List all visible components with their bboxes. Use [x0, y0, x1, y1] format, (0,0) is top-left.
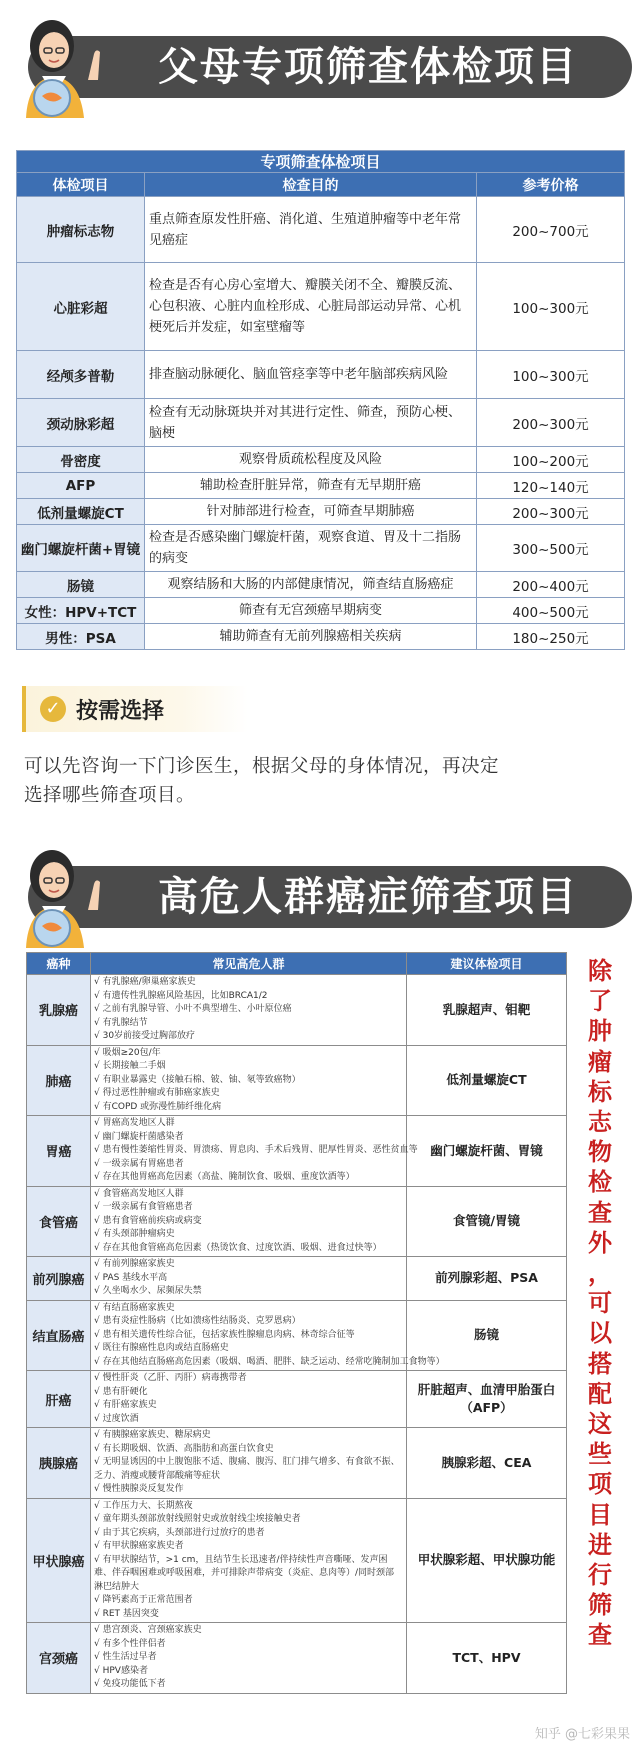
risk-group-item: √ 存在其他胃癌高危因素（高盐、腌制饮食、吸烟、重度饮酒等）: [94, 1172, 355, 1182]
item-purpose: 排查脑动脉硬化、脑血管痉挛等中老年脑部疾病风险: [145, 351, 477, 399]
table-row: [27, 1186, 567, 1257]
table-row: [27, 1623, 567, 1694]
side-note-char: 这: [588, 1410, 612, 1439]
item-price: 200~400元: [477, 572, 625, 598]
banner-high-risk-screening: [8, 852, 632, 936]
risk-group-item: √ 胃癌高发地区人群: [94, 1118, 175, 1128]
side-note-char: 搭: [588, 1349, 612, 1378]
cancer-name: 肺癌: [27, 1045, 91, 1116]
advice-line: 可以先咨询一下门诊医生，根据父母的身体情况，再决定: [24, 756, 500, 777]
side-note-char: 行: [588, 1561, 612, 1590]
item-price: 200~300元: [477, 499, 625, 525]
risk-group-item: √ 无明显诱因的中上腹饱胀不适、腹痛、腹泻、肛门排气增多、有食欲不振、乏力、消瘦或腰背部酸痛等症状: [94, 1457, 400, 1481]
cancer-name: 宫颈癌: [27, 1623, 91, 1694]
risk-group-item: √ 有头颈部肿瘤病史: [94, 1229, 175, 1239]
risk-groups: [91, 1428, 407, 1499]
risk-group-item: √ 患有慢性萎缩性胃炎、胃溃疡、胃息肉、手术后残胃、肥厚性胃炎、恶性贫血等: [94, 1145, 418, 1155]
risk-group-item: √ 降钙素高于正常范围者: [94, 1595, 193, 1605]
risk-groups: [91, 1116, 418, 1187]
risk-group-item: √ 患宫颈炎、宫颈癌家族史: [94, 1625, 202, 1635]
need-selection-title: 按需选择: [76, 699, 165, 724]
item-name: 幽门螺旋杆菌+胃镜: [17, 525, 145, 572]
item-price: 100~200元: [477, 447, 625, 473]
risk-group-item: √ 慢性肝炎（乙肝、丙肝）病毒携带者: [94, 1373, 247, 1383]
table-row: [17, 263, 625, 351]
risk-group-item: √ 30岁前接受过胸部放疗: [94, 1031, 196, 1041]
risk-group-item: √ 一级亲属有胃癌患者: [94, 1158, 184, 1169]
table-caption: 专项筛查体检项目: [17, 151, 625, 173]
side-note-char: 进: [588, 1530, 612, 1559]
cancer-name: 食管癌: [27, 1186, 91, 1257]
risk-group-item: √ 慢性胰腺炎反复发作: [94, 1484, 184, 1494]
risk-group-item: √ 有长期吸烟、饮酒、高脂肪和高蛋白饮食史: [94, 1443, 274, 1454]
side-note-char: 查: [588, 1198, 612, 1227]
risk-groups: [91, 1300, 445, 1371]
risk-group-item: √ 久坐喝水少、尿频尿失禁: [94, 1286, 202, 1296]
banner-pill: [28, 866, 632, 928]
risk-group-item: √ 存在其他食管癌高危因素（热烫饮食、过度饮酒、吸烟、进食过快等）: [94, 1242, 382, 1253]
item-price: 300~500元: [477, 525, 625, 572]
side-note-char: 检: [588, 1168, 612, 1197]
recommended-exam: 胰腺彩超、CEA: [407, 1428, 567, 1499]
doctor-illustration-icon: [8, 10, 112, 120]
item-purpose: 检查是否有心房心室增大、瓣膜关闭不全、瓣膜反流、心包积液、心脏内血栓形成、心脏局部运动异常、心机梗死后并发症，如室壁瘤等: [145, 263, 477, 351]
item-name: 低剂量螺旋CT: [17, 499, 145, 525]
risk-group-item: √ 过度饮酒: [94, 1413, 139, 1424]
column-header-item: 体检项目: [17, 173, 145, 197]
risk-group-item: √ 既往有腺癌性息肉或结直肠癌史: [94, 1343, 229, 1353]
column-header-exam: 建议体检项目: [407, 953, 567, 975]
risk-group-item: √ 吸烟≥20包/年: [94, 1047, 161, 1058]
risk-group-item: √ 患有食管癌前疾病或病变: [94, 1215, 202, 1226]
risk-group-item: √ 由于其它疾病，头颈部进行过放疗的患者: [94, 1527, 265, 1538]
recommended-exam: 甲状腺彩超、甲状腺功能: [407, 1498, 567, 1623]
item-purpose: 筛查有无宫颈癌早期病变: [145, 598, 477, 624]
risk-group-item: √ 食管癌高发地区人群: [94, 1188, 184, 1199]
risk-groups: [91, 1498, 407, 1623]
risk-groups: [91, 1045, 407, 1116]
advice-text: [24, 752, 624, 810]
side-note-char: 项: [588, 1470, 612, 1499]
item-purpose: 针对肺部进行检查，可筛查早期肺癌: [145, 499, 477, 525]
column-header-purpose: 检查目的: [145, 173, 477, 197]
risk-groups: [91, 1186, 407, 1257]
column-header-price: 参考价格: [477, 173, 625, 197]
table-row: [27, 1045, 567, 1116]
risk-group-item: √ 免疫功能低下者: [94, 1679, 166, 1689]
risk-group-item: √ 患有相关遗传性综合征，包括家族性腺瘤息肉病、林奇综合征等: [94, 1329, 355, 1340]
table-row: [17, 572, 625, 598]
table-row: [27, 1428, 567, 1499]
item-name: 颈动脉彩超: [17, 399, 145, 447]
table-row: [27, 1116, 567, 1187]
table-row: [27, 1300, 567, 1371]
risk-group-item: √ 有前列腺癌家族史: [94, 1259, 175, 1269]
item-name: 女性：HPV+TCT: [17, 598, 145, 624]
recommended-exam: 乳腺超声、钼靶: [407, 975, 567, 1046]
risk-group-item: √ 有乳腺结节: [94, 1017, 148, 1028]
risk-group-item: √ 有COPD 或弥漫性肺纤维化病: [94, 1101, 222, 1112]
banner-title: 高危人群癌症筛查项目: [158, 874, 578, 920]
risk-group-item: √ 有胰腺癌家族史、糖尿病史: [94, 1430, 211, 1440]
table-row: [17, 473, 625, 499]
item-name: AFP: [17, 473, 145, 499]
table-row: [17, 197, 625, 263]
risk-group-item: √ RET 基因突变: [94, 1608, 159, 1619]
table-row: [27, 975, 567, 1046]
risk-group-item: √ 性生活过早者: [94, 1652, 157, 1662]
table-row: [17, 447, 625, 473]
table-row: [27, 1371, 567, 1428]
table-row: [27, 1257, 567, 1301]
check-icon: ✓: [40, 696, 66, 722]
item-purpose: 观察结肠和大肠的内部健康情况，筛查结直肠癌症: [145, 572, 477, 598]
item-price: 180~250元: [477, 624, 625, 650]
risk-group-item: √ 患有炎症性肠病（比如溃疡性结肠炎、克罗恩病）: [94, 1316, 301, 1326]
watermark: 知乎 @七彩果果: [534, 1727, 630, 1742]
table-row: [27, 1498, 567, 1623]
side-note-char: 些: [588, 1440, 612, 1469]
cancer-name: 乳腺癌: [27, 975, 91, 1046]
item-purpose: 观察骨质疏松程度及风险: [145, 447, 477, 473]
risk-group-item: √ 有乳腺癌/卵巢癌家族史: [94, 977, 196, 987]
side-note-char: 除: [588, 957, 612, 985]
risk-group-item: √ PAS 基线水平高: [94, 1272, 168, 1283]
risk-group-item: √ 患有肝硬化: [94, 1386, 148, 1397]
risk-group-item: √ 一级亲属有食管癌患者: [94, 1202, 193, 1212]
recommended-exam: 前列腺彩超、PSA: [407, 1257, 567, 1301]
item-name: 肿瘤标志物: [17, 197, 145, 263]
item-purpose: 检查是否感染幽门螺旋杆菌，观察食道、胃及十二指肠的病变: [145, 525, 477, 572]
high-risk-table: [26, 952, 567, 1694]
side-note: [580, 956, 620, 1651]
risk-group-item: √ 有遗传性乳腺癌风险基因，比如BRCA1/2: [94, 990, 268, 1001]
side-note-char: 筛: [588, 1591, 612, 1620]
table-row: [17, 499, 625, 525]
risk-groups: [91, 975, 407, 1046]
table-row: [17, 598, 625, 624]
cancer-name: 结直肠癌: [27, 1300, 91, 1371]
side-note-char: 标: [588, 1077, 612, 1106]
cancer-name: 前列腺癌: [27, 1257, 91, 1301]
item-name: 肠镜: [17, 572, 145, 598]
table-row: [17, 624, 625, 650]
risk-group-item: √ 存在其他结直肠癌高危因素（吸烟、喝酒、肥胖、缺乏运动、经常吃腌制加工食物等）: [94, 1356, 445, 1367]
item-name: 经颅多普勒: [17, 351, 145, 399]
recommended-exam: TCT、HPV: [407, 1623, 567, 1694]
risk-group-item: √ 长期接触二手烟: [94, 1061, 166, 1071]
item-name: 男性：PSA: [17, 624, 145, 650]
risk-group-item: √ HPV感染者: [94, 1665, 148, 1676]
cancer-name: 胰腺癌: [27, 1428, 91, 1499]
risk-group-item: √ 有肝癌家族史: [94, 1400, 157, 1410]
risk-group-item: √ 有甲状腺癌家族史者: [94, 1541, 184, 1551]
risk-group-item: √ 得过恶性肿瘤或有肺癌家族史: [94, 1088, 220, 1098]
risk-group-item: √ 童年期头颈部放射线照射史或放射线尘埃接触史者: [94, 1514, 301, 1524]
column-header-cancer: 癌种: [27, 953, 91, 975]
cancer-name: 甲状腺癌: [27, 1498, 91, 1623]
side-note-char: 外: [588, 1228, 612, 1257]
side-note-char: 配: [588, 1379, 612, 1408]
recommended-exam: 肠镜: [407, 1300, 567, 1371]
side-note-char: ，: [588, 1259, 612, 1288]
side-note-char: 查: [588, 1621, 612, 1650]
risk-groups: [91, 1371, 407, 1428]
cancer-name: 胃癌: [27, 1116, 91, 1187]
item-price: 100~300元: [477, 351, 625, 399]
risk-groups: [91, 1257, 407, 1301]
doctor-illustration-icon: [8, 840, 112, 950]
item-purpose: 辅助筛查有无前列腺癌相关疾病: [145, 624, 477, 650]
banner-pill: [28, 36, 632, 98]
risk-group-item: √ 有多个性伴侣者: [94, 1638, 166, 1649]
side-note-char: 肿: [588, 1017, 612, 1046]
item-price: 200~700元: [477, 197, 625, 263]
column-header-groups: 常见高危人群: [91, 953, 407, 975]
side-note-char: 物: [588, 1138, 612, 1167]
item-purpose: 重点筛查原发性肝癌、消化道、生殖道肿瘤等中老年常见癌症: [145, 197, 477, 263]
table-row: [17, 525, 625, 572]
side-note-char: 以: [588, 1319, 612, 1348]
risk-group-item: √ 有甲状腺结节，>1 cm，且结节生长迅速者/伴持续性声音嘶哑、发声困难、伴吞咽困难或呼吸困难，并可排除声带病变（炎症、息肉等）/同时颈部淋巴结肿大: [94, 1554, 395, 1592]
risk-group-item: √ 工作压力大、长期熬夜: [94, 1500, 193, 1511]
recommended-exam: 低剂量螺旋CT: [407, 1045, 567, 1116]
recommended-exam: 食管镜/胃镜: [407, 1186, 567, 1257]
side-note-char: 可: [588, 1289, 612, 1318]
risk-group-item: √ 之前有乳腺导管、小叶不典型增生、小叶原位癌: [94, 1004, 292, 1014]
recommended-exam: 幽门螺旋杆菌、胃镜: [407, 1116, 567, 1187]
item-purpose: 检查有无动脉斑块并对其进行定性、筛查，预防心梗、脑梗: [145, 399, 477, 447]
advice-line: 选择哪些筛查项目。: [24, 785, 196, 806]
banner-title: 父母专项筛查体检项目: [158, 44, 578, 90]
banner-parents-screening: [8, 22, 632, 106]
screening-items-table: [16, 150, 625, 650]
item-price: 100~300元: [477, 263, 625, 351]
item-price: 120~140元: [477, 473, 625, 499]
need-selection-box: [22, 686, 248, 732]
table-row: [17, 399, 625, 447]
item-purpose: 辅助检查肝脏异常，筛查有无早期肝癌: [145, 473, 477, 499]
risk-group-item: √ 有职业暴露史（接触石棉、铍、铀、氡等致癌物）: [94, 1074, 301, 1085]
side-note-char: 目: [588, 1500, 612, 1529]
side-note-char: 志: [588, 1108, 612, 1137]
risk-group-item: √ 幽门螺旋杆菌感染者: [94, 1131, 184, 1142]
risk-groups: [91, 1623, 407, 1694]
item-price: 200~300元: [477, 399, 625, 447]
cancer-name: 肝癌: [27, 1371, 91, 1428]
side-note-char: 了: [588, 987, 612, 1016]
risk-group-item: √ 有结直肠癌家族史: [94, 1302, 175, 1313]
item-name: 心脏彩超: [17, 263, 145, 351]
item-price: 400~500元: [477, 598, 625, 624]
item-name: 骨密度: [17, 447, 145, 473]
table-row: [17, 351, 625, 399]
recommended-exam: 肝脏超声、血清甲胎蛋白（AFP）: [407, 1371, 567, 1428]
side-note-char: 瘤: [588, 1047, 612, 1076]
